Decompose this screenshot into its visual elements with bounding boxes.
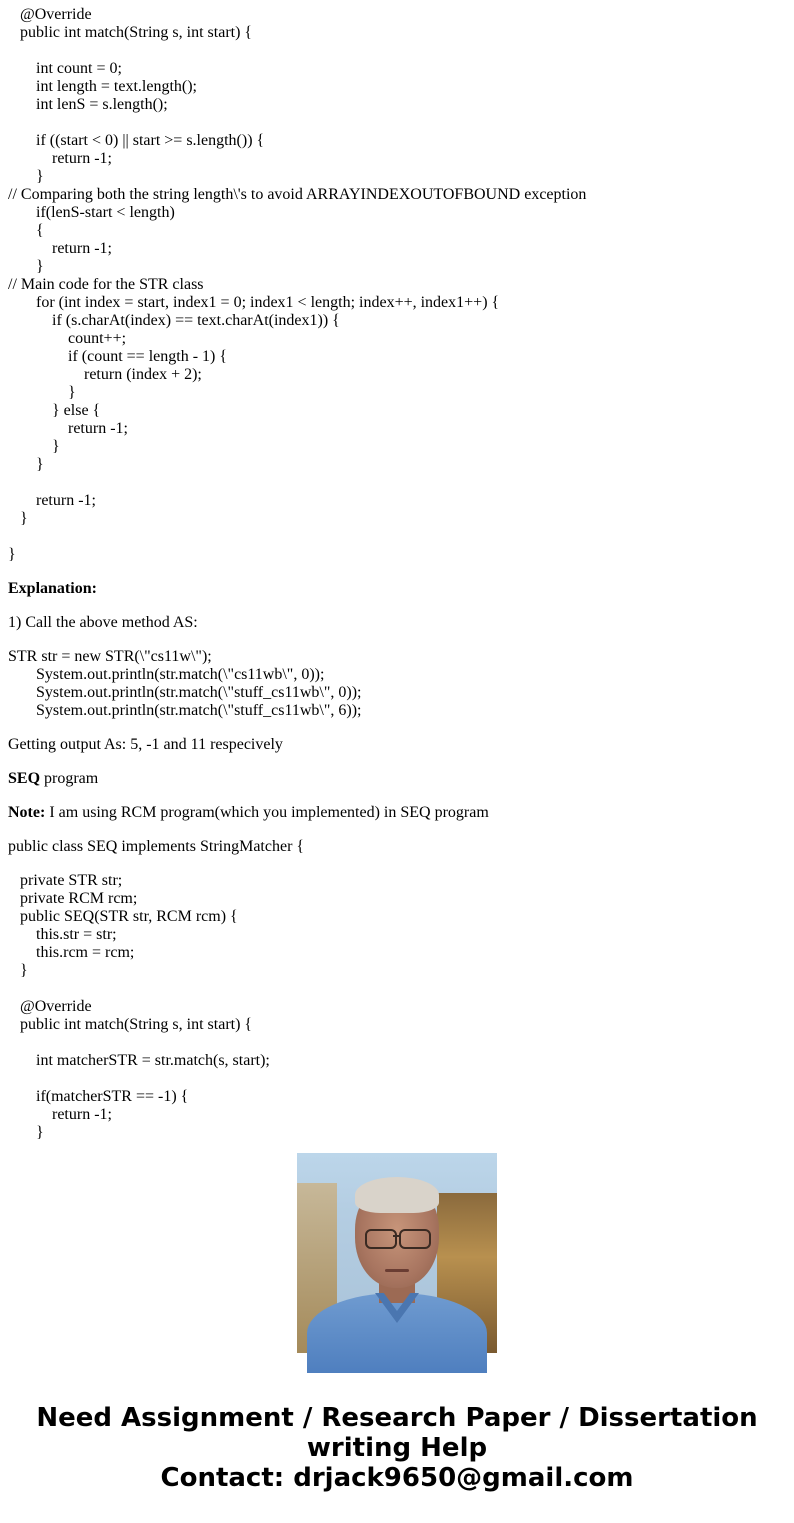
author-photo	[297, 1153, 497, 1353]
code-line: if (s.charAt(index) == text.charAt(index1)) {	[8, 312, 340, 329]
code-line: }	[8, 168, 44, 185]
code-line: }	[8, 438, 60, 455]
code-line: System.out.println(str.match(\"stuff_cs11wb\", 6));	[8, 702, 362, 719]
code-line: for (int index = start, index1 = 0; index1 < length; index++, index1++) {	[8, 294, 500, 311]
code-line: if ((start < 0) || start >= s.length()) {	[8, 132, 265, 149]
code-line: if(matcherSTR == -1) {	[8, 1088, 189, 1105]
answer-content	[8, 6, 788, 1141]
code-line: @Override	[8, 998, 92, 1015]
code-line: System.out.println(str.match(\"cs11wb\", 0));	[8, 666, 325, 683]
code-line	[8, 114, 788, 132]
code-line: {	[8, 222, 44, 239]
code-line	[8, 42, 788, 60]
seq-rest: program	[40, 770, 99, 787]
code-line	[8, 1070, 788, 1088]
seq-heading	[8, 770, 788, 788]
code-line: } else {	[8, 402, 101, 419]
code-block-1	[8, 6, 788, 564]
code-line: this.str = str;	[8, 926, 117, 943]
output-text: Getting output As: 5, -1 and 11 respecively	[8, 736, 283, 753]
code-line: return -1;	[8, 150, 112, 167]
help-banner	[0, 1403, 794, 1493]
code-line: int count = 0;	[8, 60, 122, 77]
code-line: }	[8, 384, 76, 401]
seq-bold: SEQ	[8, 770, 41, 787]
code-line: }	[8, 962, 28, 979]
banner-line-2: writing Help	[306, 1433, 488, 1463]
code-line: }	[8, 258, 44, 275]
code-line: if (count == length - 1) {	[8, 348, 228, 365]
code-line: private RCM rcm;	[8, 890, 138, 907]
code-line: public int match(String s, int start) {	[8, 1016, 253, 1033]
code-line: int lenS = s.length();	[8, 96, 168, 113]
step-1-text: 1) Call the above method AS:	[8, 614, 198, 631]
code-line: return -1;	[8, 1106, 112, 1123]
code-line: System.out.println(str.match(\"stuff_cs11wb\", 0));	[8, 684, 362, 701]
code-line: this.rcm = rcm;	[8, 944, 135, 961]
code-line: if(lenS-start < length)	[8, 204, 175, 221]
code-line: }	[8, 510, 28, 527]
code-line: return (index + 2);	[8, 366, 202, 383]
explanation-heading: Explanation:	[8, 580, 97, 597]
code-line: // Comparing both the string length\'s to avoid ARRAYINDEXOUTOFBOUND exception	[8, 186, 587, 203]
code-line: // Main code for the STR class	[8, 276, 204, 293]
code-line: }	[8, 456, 44, 473]
code-line: @Override	[8, 6, 92, 23]
code-line: STR str = new STR(\"cs11w\");	[8, 648, 212, 665]
code-line: int length = text.length();	[8, 78, 197, 95]
code-line	[8, 474, 788, 492]
code-line: private STR str;	[8, 872, 123, 889]
code-line: int matcherSTR = str.match(s, start);	[8, 1052, 270, 1069]
code-line	[8, 1034, 788, 1052]
code-line	[8, 528, 788, 546]
code-line: return -1;	[8, 240, 112, 257]
code-line: }	[8, 546, 16, 563]
code-line: return -1;	[8, 492, 96, 509]
code-line: public SEQ(STR str, RCM rcm) {	[8, 908, 238, 925]
banner-line-1: Need Assignment / Research Paper / Dissertation	[36, 1403, 758, 1433]
code-line: }	[8, 1124, 44, 1141]
code-line: count++;	[8, 330, 127, 347]
code-line	[8, 980, 788, 998]
banner-line-3: Contact: drjack9650@gmail.com	[160, 1463, 634, 1493]
code-block-3	[8, 872, 788, 1142]
code-line: return -1;	[8, 420, 128, 437]
code-line: public int match(String s, int start) {	[8, 24, 253, 41]
note-text	[8, 804, 788, 822]
class-declaration: public class SEQ implements StringMatcher {	[8, 838, 305, 855]
note-rest: I am using RCM program(which you implemented) in SEQ program	[45, 804, 489, 821]
code-block-2	[8, 648, 788, 720]
note-bold: Note:	[8, 804, 46, 821]
